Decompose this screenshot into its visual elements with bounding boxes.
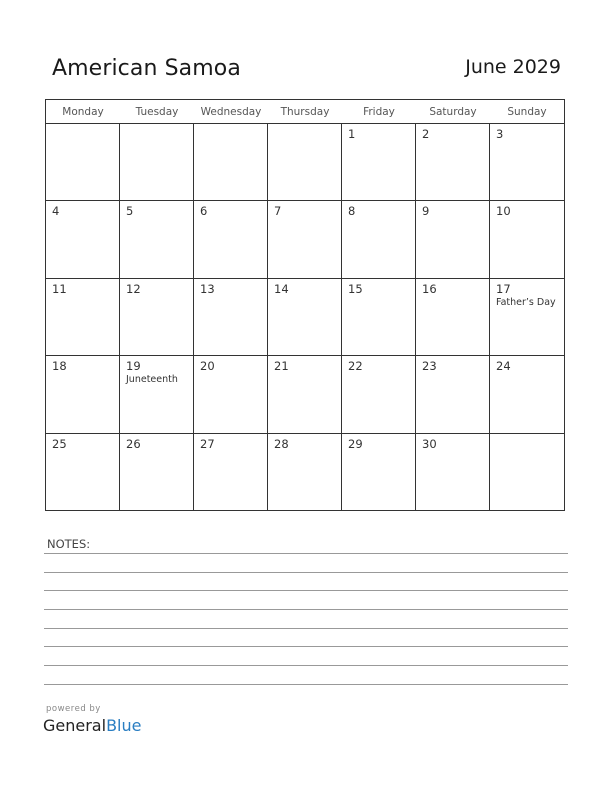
day-number: 15	[348, 281, 363, 296]
day-cell[interactable]	[268, 201, 342, 278]
notes-line[interactable]	[44, 684, 568, 685]
notes-line[interactable]	[44, 572, 568, 573]
day-number: 9	[422, 204, 430, 219]
day-cell[interactable]	[194, 201, 268, 278]
day-cell[interactable]	[490, 434, 564, 511]
calendar-body	[46, 124, 564, 511]
day-number: 16	[422, 281, 437, 296]
day-number: 8	[348, 204, 356, 219]
day-number: 27	[200, 436, 215, 451]
day-cell[interactable]	[120, 279, 194, 356]
day-cell[interactable]	[46, 124, 120, 201]
notes-line[interactable]	[44, 628, 568, 629]
day-cell[interactable]	[46, 356, 120, 433]
day-number: 19	[126, 359, 141, 374]
day-cell[interactable]	[268, 279, 342, 356]
day-number: 21	[274, 359, 289, 374]
day-cell[interactable]	[46, 434, 120, 511]
day-cell[interactable]	[120, 201, 194, 278]
day-number: 6	[200, 204, 208, 219]
month-year-title: June 2029	[465, 56, 561, 78]
notes-line[interactable]	[44, 665, 568, 666]
day-number: 26	[126, 436, 141, 451]
day-number: 17	[496, 281, 511, 296]
day-cell[interactable]	[120, 356, 194, 433]
notes-line[interactable]	[44, 590, 568, 591]
notes-label: NOTES:	[47, 537, 91, 551]
weekday-monday: Monday	[62, 106, 104, 118]
day-number: 25	[52, 436, 67, 451]
day-cell[interactable]	[268, 356, 342, 433]
day-cell[interactable]	[416, 356, 490, 433]
country-title: American Samoa	[52, 56, 241, 81]
powered-by-text: powered by	[46, 704, 101, 714]
weekday-tuesday: Tuesday	[135, 106, 179, 118]
day-cell[interactable]	[416, 124, 490, 201]
weekday-sunday: Sunday	[507, 106, 547, 118]
day-cell[interactable]	[416, 201, 490, 278]
weekday-friday: Friday	[363, 106, 395, 118]
brand-name-blue: Blue	[106, 716, 142, 735]
weekday-wednesday: Wednesday	[200, 106, 262, 118]
day-number: 30	[422, 436, 437, 451]
day-cell[interactable]	[490, 356, 564, 433]
day-cell[interactable]	[46, 279, 120, 356]
day-number: 11	[52, 281, 67, 296]
weekday-header-row	[46, 100, 564, 124]
calendar-grid	[45, 99, 565, 511]
day-number: 2	[422, 127, 430, 141]
holiday-label: Juneteenth	[126, 374, 178, 386]
day-cell[interactable]	[342, 434, 416, 511]
day-cell[interactable]	[120, 434, 194, 511]
day-number: 4	[52, 204, 60, 219]
day-number: 22	[348, 359, 363, 374]
day-cell[interactable]	[194, 356, 268, 433]
day-number: 14	[274, 281, 289, 296]
weekday-saturday: Saturday	[429, 106, 477, 118]
day-cell[interactable]	[194, 279, 268, 356]
day-number: 3	[496, 127, 504, 141]
day-cell[interactable]	[342, 201, 416, 278]
notes-line[interactable]	[44, 646, 568, 647]
day-cell[interactable]	[490, 279, 564, 356]
day-number: 10	[496, 204, 511, 219]
day-cell[interactable]	[268, 434, 342, 511]
day-cell[interactable]	[342, 279, 416, 356]
day-cell[interactable]	[342, 356, 416, 433]
day-cell[interactable]	[490, 124, 564, 201]
day-cell[interactable]	[490, 201, 564, 278]
day-number: 28	[274, 436, 289, 451]
brand-logo[interactable]	[43, 716, 141, 735]
day-number: 12	[126, 281, 141, 296]
notes-line[interactable]	[44, 609, 568, 610]
holiday-label: Father’s Day	[496, 296, 556, 308]
day-number: 1	[348, 127, 356, 141]
day-cell[interactable]	[342, 124, 416, 201]
day-cell[interactable]	[194, 124, 268, 201]
day-number: 23	[422, 359, 437, 374]
day-number: 24	[496, 359, 511, 374]
day-number: 13	[200, 281, 215, 296]
day-number: 29	[348, 436, 363, 451]
day-cell[interactable]	[46, 201, 120, 278]
weekday-thursday: Thursday	[280, 106, 330, 118]
day-cell[interactable]	[268, 124, 342, 201]
day-cell[interactable]	[194, 434, 268, 511]
day-cell[interactable]	[120, 124, 194, 201]
day-number: 7	[274, 204, 282, 219]
day-cell[interactable]	[416, 434, 490, 511]
day-number: 5	[126, 204, 134, 219]
notes-line[interactable]	[44, 553, 568, 554]
brand-name-general: General	[43, 716, 107, 735]
day-cell[interactable]	[416, 279, 490, 356]
day-number: 20	[200, 359, 215, 374]
day-number: 18	[52, 359, 67, 374]
